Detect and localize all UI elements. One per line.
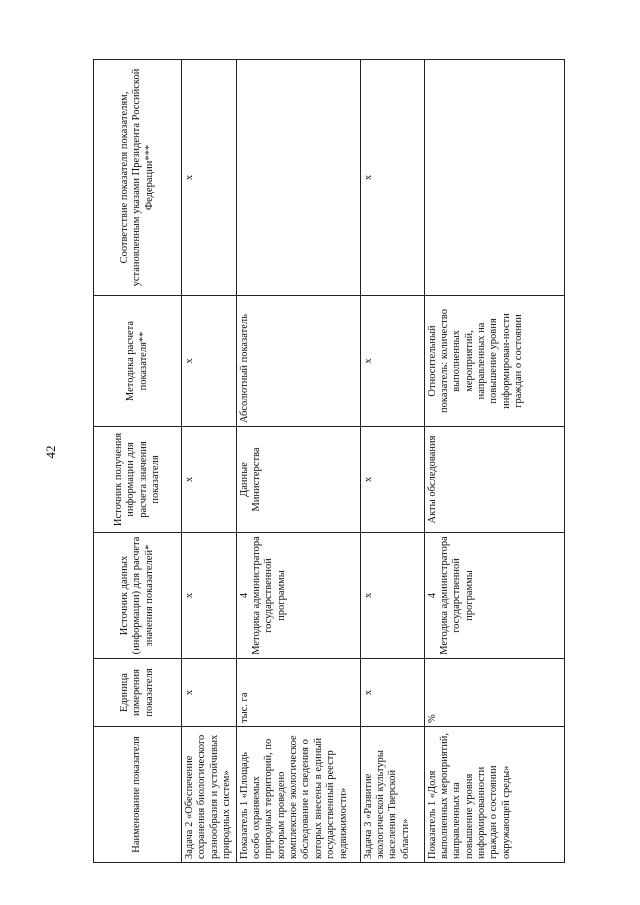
header-data-source: Источник данных (информации) для расчета значения показателей* <box>94 533 182 659</box>
cell-data-source: х <box>360 533 424 659</box>
header-indicator-name: Наименование показателя <box>94 727 182 863</box>
table-row <box>236 59 360 862</box>
cell-compliance <box>236 59 360 295</box>
data-source-code: 4 <box>426 592 438 599</box>
cell-unit: х <box>182 659 237 727</box>
cell-name: Задача 3 «Развитие экологической культуры населения Тверской области» <box>360 727 424 863</box>
cell-unit: тыс. га <box>236 659 360 727</box>
cell-method: х <box>182 296 237 427</box>
cell-data-source: х <box>182 533 237 659</box>
cell-unit: % <box>424 659 564 727</box>
cell-info-source: х <box>182 427 237 533</box>
data-source-text: Методика администратора государственной программы <box>250 536 287 655</box>
cell-compliance <box>424 59 564 295</box>
cell-data-source <box>424 533 564 659</box>
cell-method: х <box>360 296 424 427</box>
header-info-source: Источник получения информации для расчета значения показателя <box>94 427 182 533</box>
cell-name: Показатель 1 «Доля выполненных мероприятий, направленных на повышение уровня информированности граждан о состоянии окружающей среды» <box>424 727 564 863</box>
cell-method: Абсолютный показатель <box>236 296 360 427</box>
cell-info-source: Данные Министерства <box>236 427 360 533</box>
header-compliance: Соответствие показателя показателям, установленным указами Президента Российской Федерации*** <box>94 59 182 295</box>
table-row <box>182 59 237 862</box>
cell-name: Задача 2 «Обеспечение сохранения биологического разнообразия и устойчивых природных систем» <box>182 727 237 863</box>
header-method: Методика расчета показателя** <box>94 296 182 427</box>
cell-name: Показатель 1 «Площадь особо охраняемых природных территорий, по которым проведено комплексное экологическое обследование и сведения о которых внесены в единый государственный реестр недвижимости» <box>236 727 360 863</box>
cell-compliance: х <box>360 59 424 295</box>
table-header-row <box>94 59 182 862</box>
page-number: 42 <box>43 445 58 459</box>
rotated-table-container <box>93 60 558 863</box>
cell-compliance: х <box>182 59 237 295</box>
header-unit: Единица измерения показателя <box>94 659 182 727</box>
cell-info-source: х <box>360 427 424 533</box>
cell-unit: х <box>360 659 424 727</box>
cell-data-source <box>236 533 360 659</box>
data-source-text: Методика администратора государственной программы <box>438 536 475 655</box>
table-row <box>360 59 424 862</box>
data-source-code: 4 <box>238 592 250 599</box>
cell-method: Относительный показатель: количество выполненных мероприятий, направленных на повышение уровня информирован-ности граждан о состоянии <box>424 296 564 427</box>
cell-info-source: Акты обследования <box>424 427 564 533</box>
indicators-table <box>93 59 565 863</box>
table-row <box>424 59 564 862</box>
